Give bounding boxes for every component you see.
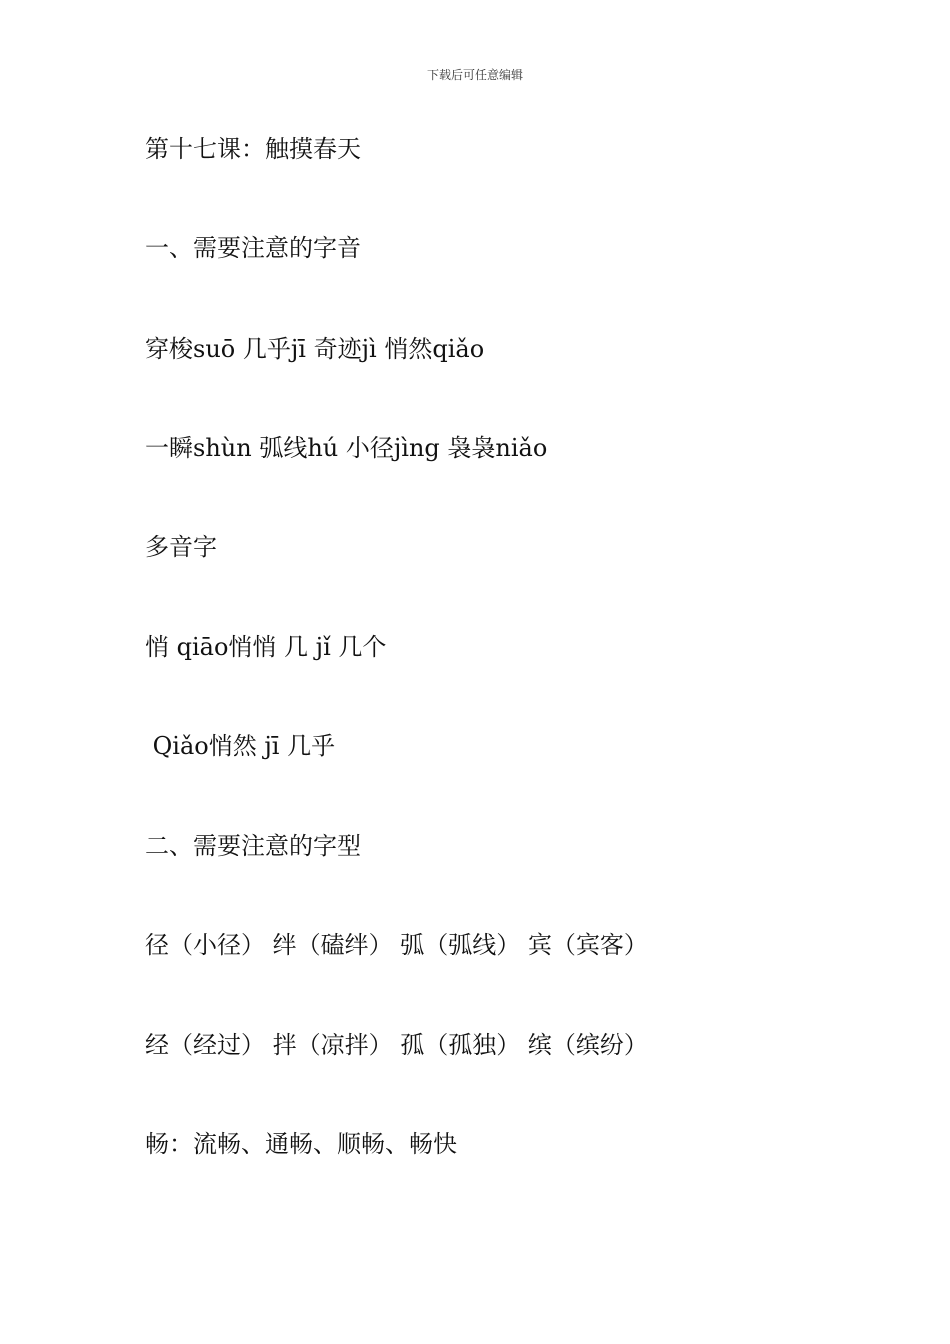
polyphonic-heading: 多音字 (145, 533, 217, 561)
word-group-line: 畅：流畅、通畅、顺畅、畅快 (145, 1130, 457, 1158)
pronunciation-line-2: 一瞬shùn 弧线hú 小径jìng 袅袅niǎo (145, 434, 548, 462)
lesson-title: 第十七课：触摸春天 (145, 135, 361, 163)
polyphonic-line-2: Qiǎo悄然 jī 几乎 (145, 732, 336, 760)
character-forms-line-2: 经（经过） 拌（凉拌） 孤（孤独） 缤（缤纷） (145, 1031, 648, 1059)
polyphonic-line-1: 悄 qiāo悄悄 几 jǐ 几个 (145, 633, 387, 661)
pronunciation-line-1: 穿梭suō 几乎jī 奇迹jì 悄然qiǎo (145, 335, 485, 363)
section-heading-character-forms: 二、需要注意的字型 (145, 832, 361, 860)
character-forms-line-1: 径（小径） 绊（磕绊） 弧（弧线） 宾（宾客） (145, 931, 648, 959)
page-header: 下载后可任意编辑 (426, 68, 523, 82)
section-heading-pronunciation: 一、需要注意的字音 (145, 234, 361, 262)
